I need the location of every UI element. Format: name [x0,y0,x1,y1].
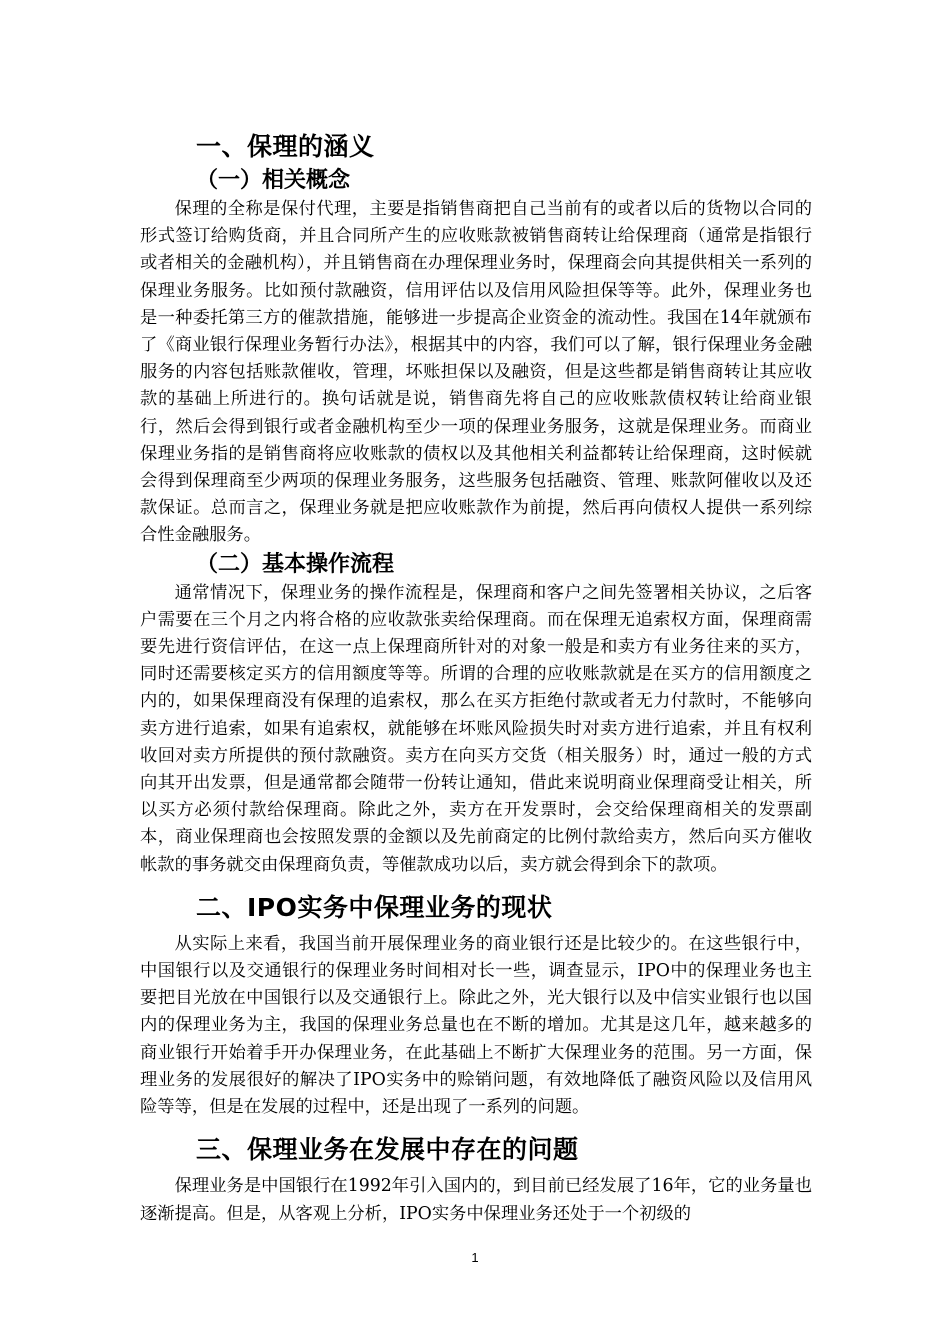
section-2-heading: 二、IPO实务中保理业务的现状 [196,892,553,922]
section-1-heading: 一、保理的涵义 [196,132,375,161]
section-1-1-heading: （一）相关概念 [196,168,351,193]
spacer [140,1121,812,1131]
document-body [140,128,812,1228]
section-1-2-heading: （二）基本操作流程 [196,551,395,577]
section-3-paragraph: 保理业务是中国银行在1992年引入国内的，到目前已经发展了16年，它的业务量也逐渐提高。但是，从客观上分析，IPO实务中保理业务还处于一个初级的 [140,1176,812,1224]
section-2-paragraph: 从实际上来看，我国当前开展保理业务的商业银行还是比较少的。在这些银行中，中国银行以及交通银行的保理业务时间相对长一些，调查显示，IPO中的保理业务也主要把目光放在中国银行以及交通银行上。除此之外，光大银行以及中信实业银行也以国内的保理业务为主，我国的保理业务总量也在不断的增加。尤其是这几年，越来越多的商业银行开始着手开办保理业务，在此基础上不断扩大保理业务的范围。另一方面，保理业务的发展很好的解决了IPO实务中的赊销问题，有效地降低了融资风险以及信用风险等等，但是在发展的过程中，还是出现了一系列的问题。 [140,933,812,1118]
section-3-heading: 三、保理业务在发展中存在的问题 [196,1135,579,1165]
section-1-1-paragraph: 保理的全称是保付代理，主要是指销售商把自己当前有的或者以后的货物以合同的形式签订给购货商，并且合同所产生的应收账款被销售商转让给保理商（通常是指银行或者相关的金融机构），并且销售商在办理保理业务时，保理商会向其提供相关一系列的保理业务服务。比如预付款融资，信用评估以及信用风险担保等等。此外，保理业务也是一种委托第三方的催款措施，能够进一步提高企业资金的流动性。我国在14年就颁布了《商业银行保理业务暂行办法》，根据其中的内容，我们可以了解，银行保理业务金融服务的内容包括账款催收，管理，坏账担保以及融资，但是这些都是销售商转让其应收款的基础上所进行的。换句话就是说，销售商先将自己的应收账款债权转让给商业银行，然后会得到银行或者金融机构至少一项的保理业务服务，这就是保理业务。而商业保理业务指的是销售商将应收账款的债权以及其他相关利益都转让给保理商，这时候就会得到保理商至少两项的保理业务服务，这些服务包括融资、管理、账款阿催收以及还款保证。总而言之，保理业务就是把应收账款作为前提，然后再向债权人提供一系列综合性金融服务。 [140,199,812,546]
page-number: 1 [471,1250,479,1265]
spacer [140,879,812,889]
section-1-2-paragraph: 通常情况下，保理业务的操作流程是，保理商和客户之间先签署相关协议，之后客户需要在三个月之内将合格的应收款张卖给保理商。而在保理无追索权方面，保理商需要先进行资信评估，在这一点上保理商所针对的对象一般是和卖方有业务往来的买方，同时还需要核定买方的信用额度等等。所谓的合理的应收账款就是在买方的信用额度之内的，如果保理商没有保理的追索权，那么在买方拒绝付款或者无力付款时，不能够向卖方进行追索，如果有追索权，就能够在坏账风险损失时对卖方进行追索，并且有权利收回对卖方所提供的预付款融资。卖方在向买方交货（相关服务）时，通过一般的方式向其开出发票，但是通常都会随带一份转让通知，借此来说明商业保理商受让相关，所以买方必须付款给保理商。除此之外，卖方在开发票时，会交给保理商相关的发票副本，商业保理商也会按照发票的金额以及先前商定的比例付款给卖方，然后向买方催收帐款的事务就交由保理商负责，等催款成功以后，卖方就会得到余下的款项。 [140,582,812,875]
